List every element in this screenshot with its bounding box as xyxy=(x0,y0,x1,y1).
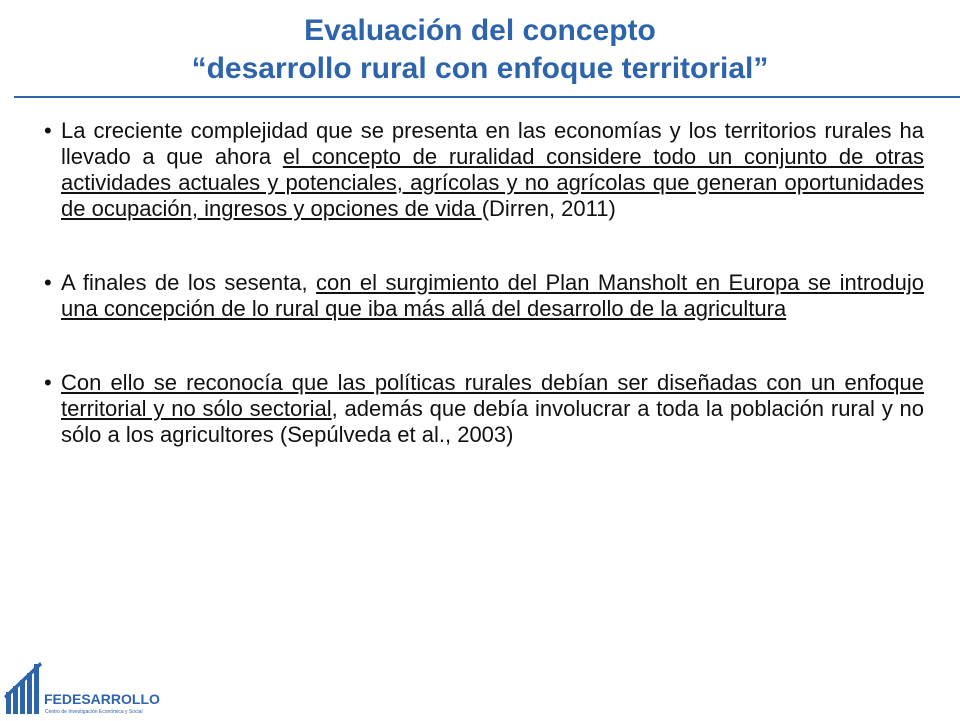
slide-title xyxy=(0,12,960,88)
fedesarrollo-logo xyxy=(2,656,172,716)
bullet-list xyxy=(44,118,924,496)
title-divider xyxy=(14,96,960,98)
bullet-text-underlined: con el surgimiento del Plan Mansholt en Europa se introdujo una concepción de lo rural que iba más allá del desarrollo de la agricultura xyxy=(61,270,924,321)
bullet-text: La creciente complejidad que se presenta en las economías y los territorios rurales ha llevado a que ahora xyxy=(61,118,924,169)
bullet-text-underlined: el concepto de ruralidad considere todo un conjunto de otras actividades actuales y potenciales, agrícolas y no agrícolas que generan oportunidades de ocupación, ingresos y opciones de vida xyxy=(61,144,925,221)
bullet-citation: (Dirren, 2011) xyxy=(481,196,616,221)
bullet-item xyxy=(44,270,924,322)
bullet-text: , además que debía involucrar a toda la población rural y no sólo a los agricultores (Sepúlveda et al., 2003) xyxy=(61,396,924,447)
bullet-item xyxy=(44,370,924,448)
logo-wordmark: FEDESARROLLO xyxy=(44,691,160,707)
bullet-text-underlined: Con ello se reconocía que las políticas rurales debían ser diseñadas con un enfoque territorial y no sólo sectorial xyxy=(61,370,924,421)
logo-tagline: Centro de Investigación Económica y Social xyxy=(45,709,143,715)
bullet-item xyxy=(44,118,924,222)
slide-title-line-1: Evaluación del concepto xyxy=(304,14,656,47)
bullet-text: A finales de los sesenta, xyxy=(61,270,317,295)
fedesarrollo-logo-mark xyxy=(2,656,172,716)
slide-title-line-2: “desarrollo rural con enfoque territorial” xyxy=(191,52,769,85)
